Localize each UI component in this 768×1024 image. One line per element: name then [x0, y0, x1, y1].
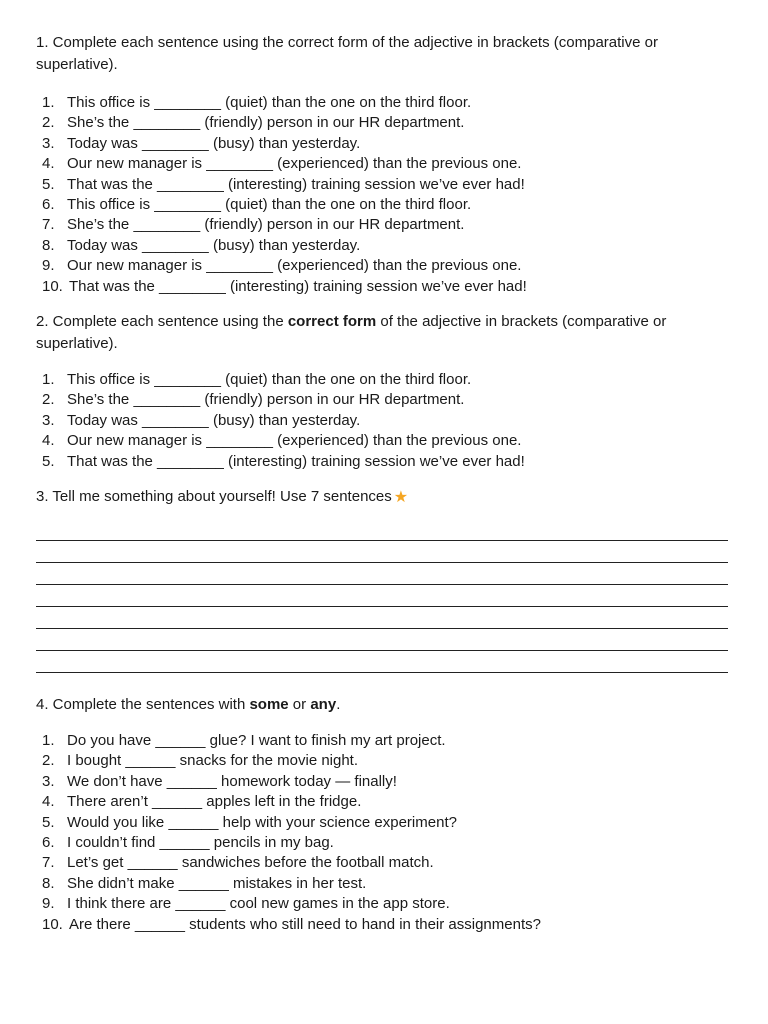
item-number: 1. — [42, 732, 55, 749]
writing-line[interactable] — [36, 562, 728, 563]
item-text: Today was ________ (busy) than yesterday. — [67, 411, 361, 429]
list-item — [42, 370, 525, 390]
section-3-heading-text: 3. Tell me something about yourself! Use 7 sentences — [36, 488, 392, 505]
section-3-heading — [36, 486, 736, 509]
section-4-heading-post: . — [336, 696, 341, 713]
star-icon: ★ — [393, 489, 409, 506]
item-number: 4. — [42, 432, 55, 450]
list-item — [42, 390, 525, 410]
list-item — [42, 277, 527, 297]
section-1-heading — [36, 32, 736, 76]
list-item — [42, 113, 527, 133]
item-text: That was the ________ (interesting) training session we’ve ever had! — [67, 175, 525, 193]
writing-line[interactable] — [36, 628, 728, 629]
writing-line[interactable] — [36, 584, 728, 585]
list-item — [42, 195, 527, 215]
item-number: 9. — [42, 257, 55, 275]
item-number: 2. — [42, 114, 55, 132]
item-number: 5. — [42, 813, 55, 831]
list-item — [42, 915, 541, 935]
item-text: Our new manager is ________ (experienced) than the previous one. — [67, 257, 522, 275]
item-number: 4. — [42, 793, 55, 811]
item-number: 9. — [42, 895, 55, 913]
item-number: 6. — [42, 195, 55, 213]
list-item — [42, 431, 525, 451]
section-4-heading — [36, 694, 736, 716]
item-text: She’s the ________ (friendly) person in our HR department. — [67, 391, 465, 409]
item-number: 5. — [42, 452, 55, 470]
item-text: Would you like ______ help with your science experiment? — [67, 813, 457, 831]
item-text: I think there are ______ cool new games in the app store. — [67, 895, 450, 913]
item-text: This office is ________ (quiet) than the one on the third floor. — [67, 195, 472, 213]
item-text: Today was ________ (busy) than yesterday. — [67, 236, 361, 254]
list-item — [42, 894, 541, 914]
item-number: 10. — [42, 915, 63, 933]
item-text: She’s the ________ (friendly) person in our HR department. — [67, 114, 465, 132]
item-text: Today was ________ (busy) than yesterday. — [67, 134, 361, 152]
list-item — [42, 215, 527, 235]
item-text: Let’s get ______ sandwiches before the football match. — [67, 854, 434, 872]
list-item — [42, 751, 541, 771]
writing-line[interactable] — [36, 606, 728, 607]
item-text: That was the ________ (interesting) training session we’ve ever had! — [67, 452, 525, 470]
section-2-heading — [36, 311, 736, 355]
section-4-list — [42, 731, 541, 935]
section-2-heading-pre: 2. Complete each sentence using the — [36, 313, 288, 330]
list-item — [42, 154, 527, 174]
item-number: 4. — [42, 155, 55, 173]
item-number: 7. — [42, 216, 55, 234]
item-text: This office is ________ (quiet) than the one on the third floor. — [67, 94, 472, 111]
list-item — [42, 853, 541, 873]
item-text: We don’t have ______ homework today — finally! — [67, 772, 397, 790]
item-number: 6. — [42, 833, 55, 851]
list-item — [42, 256, 527, 276]
item-text: Do you have ______ glue? I want to finish my art project. — [67, 732, 446, 749]
item-text: Are there ______ students who still need to hand in their assignments? — [69, 915, 541, 933]
list-item — [42, 236, 527, 256]
list-item — [42, 813, 541, 833]
section-1-heading-text: 1. Complete each sentence using the correct form of the adjective in brackets (comparative or superlative). — [36, 34, 658, 73]
section-4-heading-bold-any: any — [310, 696, 337, 713]
section-4-heading-bold-some: some — [249, 696, 289, 713]
item-number: 10. — [42, 277, 63, 295]
writing-line[interactable] — [36, 672, 728, 673]
item-text: That was the ________ (interesting) training session we’ve ever had! — [69, 277, 527, 295]
section-2-heading-bold: correct form — [287, 313, 377, 330]
item-number: 1. — [42, 371, 55, 388]
item-number: 3. — [42, 134, 55, 152]
item-number: 1. — [42, 94, 55, 111]
section-2-list — [42, 370, 525, 472]
writing-line[interactable] — [36, 540, 728, 541]
list-item — [42, 792, 541, 812]
list-item — [42, 175, 527, 195]
writing-line[interactable] — [36, 650, 728, 651]
item-number: 8. — [42, 874, 55, 892]
item-number: 2. — [42, 752, 55, 770]
list-item — [42, 772, 541, 792]
item-number: 3. — [42, 411, 55, 429]
list-item — [42, 411, 525, 431]
list-item — [42, 833, 541, 853]
item-number: 8. — [42, 236, 55, 254]
section-2-heading-post: of the adjective in brackets (comparative or superlative). — [36, 313, 667, 352]
item-text: I couldn’t find ______ pencils in my bag. — [67, 833, 334, 851]
list-item — [42, 134, 527, 154]
list-item — [42, 731, 541, 751]
item-text: There aren’t ______ apples left in the fridge. — [67, 793, 362, 811]
section-4-heading-pre: 4. Complete the sentences with — [36, 696, 250, 713]
list-item — [42, 93, 527, 113]
item-text: Our new manager is ________ (experienced) than the previous one. — [67, 155, 522, 173]
item-number: 2. — [42, 391, 55, 409]
list-item — [42, 874, 541, 894]
item-text: Our new manager is ________ (experienced) than the previous one. — [67, 432, 522, 450]
section-1-list — [42, 93, 527, 297]
item-text: I bought ______ snacks for the movie night. — [67, 752, 359, 770]
item-number: 3. — [42, 772, 55, 790]
list-item — [42, 452, 525, 472]
section-4-heading-mid: or — [288, 696, 311, 713]
item-number: 7. — [42, 854, 55, 872]
item-text: She’s the ________ (friendly) person in our HR department. — [67, 216, 465, 234]
item-number: 5. — [42, 175, 55, 193]
item-text: She didn’t make ______ mistakes in her test. — [67, 874, 367, 892]
item-text: This office is ________ (quiet) than the one on the third floor. — [67, 371, 472, 388]
